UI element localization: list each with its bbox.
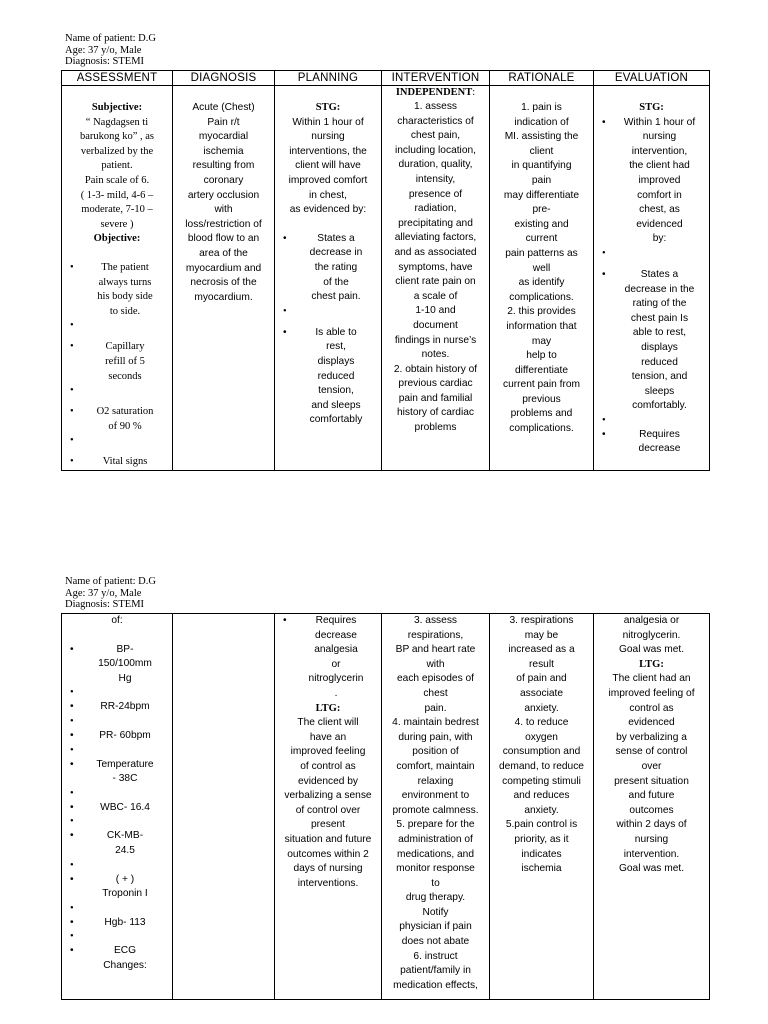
rationale-text: 1. pain is indication of MI. assisting the client in quantifying pain may differentiate pre- existing and current pain patterns as well as identify complications. 2. this provides information that may help to differentiate current pain from previous problems and complications. <box>502 102 580 435</box>
ltg-text: The client will have an improved feeling of control as evidenced by verbalizing a sense of control over present situation and future outcomes within 2 days of nursing interventions. <box>284 717 372 889</box>
planning-cell <box>275 614 382 1000</box>
stg-label: STG: <box>639 102 664 113</box>
col-intervention: INTERVENTION <box>382 71 490 86</box>
intervention-cell <box>382 614 490 1000</box>
care-plan-table-2 <box>61 613 710 1000</box>
care-plan-row <box>62 86 710 471</box>
col-diagnosis: DIAGNOSIS <box>173 71 275 86</box>
ltg-text: The client had an improved feeling of control as evidenced by verbalizing a sense of control over present situation and future outcomes within 2 days of nursing intervention. Goal was met. <box>608 673 695 875</box>
list-item: • The patient always turns his body side to side. <box>64 261 170 319</box>
list-item: • Capillary refill of 5 seconds <box>64 340 170 384</box>
planning-list <box>277 232 379 428</box>
list-item: • Within 1 hour of nursing intervention, the client had improved comfort in chest, as evidenced by: <box>596 116 707 247</box>
patient-diagnosis: Diagnosis: STEMI <box>65 599 145 610</box>
patient-info-header-2 <box>65 576 156 611</box>
list-item: • BP- 150/100mm Hg <box>64 643 170 687</box>
ltg-label: LTG: <box>315 702 341 714</box>
independent-colon: : <box>472 87 476 98</box>
subjective-text: “ Nagdagsen ti barukong ko” , as verbalized by the patient. Pain scale of 6. ( 1-3- mild, 4-6 – moderate, 7-10 – severe ) <box>79 116 155 230</box>
objective-label: Objective: <box>93 233 141 245</box>
stg-text: Within 1 hour of nursing interventions, the client will have improved comfort in chest, as evidenced by: <box>288 116 368 216</box>
evaluation-list <box>596 116 707 457</box>
subjective-label: Subjective: <box>91 102 143 113</box>
intervention-text: 1. assess characteristics of chest pain, including location, duration, quality, intensity, presence of radiation, precipitating and alleviating factors, and as associated symptoms, have client rate pain on a scale of 1-10 and document findings in nurse’s notes. 2. obtain history of previous cardiac pain and familial history of cardiac problems <box>393 101 478 434</box>
evaluation-top: analgesia or nitroglycerin. Goal was met. <box>618 615 685 656</box>
independent-label: INDEPENDENT <box>395 87 473 98</box>
patient-diagnosis: Diagnosis: STEMI <box>65 56 145 67</box>
diagnosis-text: Acute (Chest) Pain r/t myocardial ischemia resulting from coronary artery occlusion with loss/restriction of blood flow to an area of the myocardium and necrosis of the myocardium. <box>185 102 262 303</box>
care-plan-row <box>62 614 710 1000</box>
list-item: • Is able to rest, displays reduced tension, and sleeps comfortably <box>277 326 379 428</box>
patient-name: Name of patient: D.G <box>65 576 156 587</box>
evaluation-cell <box>594 86 710 471</box>
col-evaluation: EVALUATION <box>594 71 710 86</box>
list-item: • Vital signs <box>64 455 170 470</box>
list-item: • ECG Changes: <box>64 944 170 973</box>
planning-list <box>277 614 379 702</box>
intervention-cell <box>382 86 490 471</box>
list-item: • Hgb- 113 <box>64 916 170 931</box>
col-planning: PLANNING <box>275 71 382 86</box>
care-plan-table-1 <box>61 70 710 471</box>
list-item: • States a decrease in the rating of the chest pain. <box>277 232 379 305</box>
rationale-cell <box>490 614 594 1000</box>
intervention-text: 3. assess respirations, BP and heart rate with each episodes of chest pain. 4. maintain bedrest during pain, with position of comfort, maintain relaxing environment to promote calmness. 5. prepare for the administration of medications, and monitor response to drug therapy. Notify physician if pain does not abate 6. instruct patient/family in medication effects, <box>392 615 479 991</box>
col-assessment: ASSESSMENT <box>62 71 173 86</box>
list-item: • Temperature - 38C <box>64 758 170 787</box>
assessment-cell <box>62 86 173 471</box>
list-item: • Requires decrease analgesia or nitroglycerin . <box>277 614 379 702</box>
list-item: • ( + ) Troponin I <box>64 873 170 902</box>
patient-name: Name of patient: D.G <box>65 33 156 44</box>
assessment-cell <box>62 614 173 1000</box>
list-item: • Requires decrease <box>596 428 707 457</box>
patient-age: Age: 37 y/o, Male <box>65 44 142 56</box>
rationale-cell <box>490 86 594 471</box>
evaluation-cell <box>594 614 710 1000</box>
list-item: • RR-24bpm <box>64 700 170 715</box>
list-item: • CK-MB- 24.5 <box>64 829 170 858</box>
vital-signs-list <box>64 643 170 974</box>
patient-age: Age: 37 y/o, Male <box>65 587 142 599</box>
list-item: • PR- 60bpm <box>64 729 170 744</box>
diagnosis-cell <box>173 614 275 1000</box>
rationale-text: 3. respirations may be increased as a result of pain and associate anxiety. 4. to reduce oxygen consumption and demand, to reduce competing stimuli and reduces anxiety. 5.pain control is priority, as it indicates ischemia <box>499 615 584 875</box>
column-header-row <box>62 71 710 86</box>
list-item: • WBC- 16.4 <box>64 801 170 816</box>
stg-label: STG: <box>315 102 341 113</box>
objective-list <box>64 261 170 470</box>
planning-cell <box>275 86 382 471</box>
assessment-top: of: <box>111 615 123 626</box>
list-item: • States a decrease in the rating of the chest pain Is able to rest, displays reduced tension, and sleeps comfortably. <box>596 268 707 414</box>
patient-info-header-1 <box>65 33 156 68</box>
ltg-label: LTG: <box>639 658 664 670</box>
col-rationale: RATIONALE <box>490 71 594 86</box>
diagnosis-cell <box>173 86 275 471</box>
list-item: • O2 saturation of 90 % <box>64 405 170 434</box>
